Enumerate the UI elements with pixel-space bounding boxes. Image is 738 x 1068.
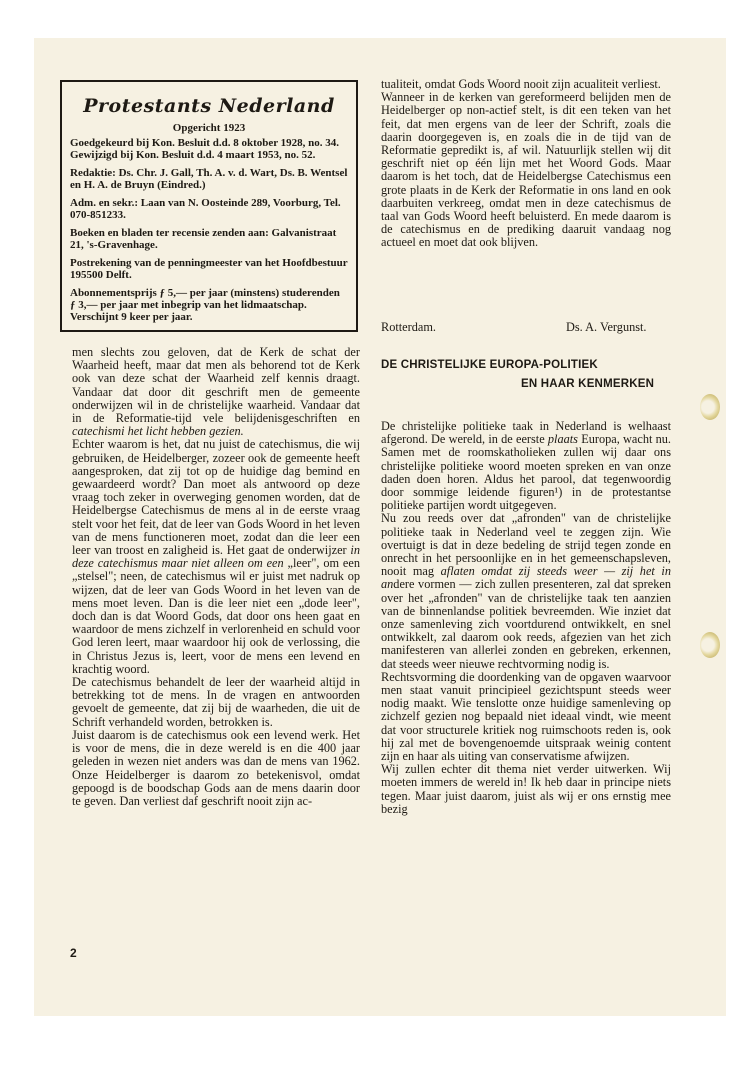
text-run: Europa, wacht nu. Samen met de roomskatholieken zullen wij daar ons christelijke politieke woord moeten spreken en van onze daden doen horen. Aldus het parool, dat tegenwoordig door sommige leidende figuren¹) in de protestantse politieke partijen wordt uitgegeven. xyxy=(381,432,671,513)
paragraph xyxy=(381,420,671,512)
text-run: „leer", om een „stelsel"; neen, de catechismus wil er juist met nadruk op wijzen, dat de leer van Gods Woord in het leven van de mens moet leven. Dan is die leer niet een „dode leer", doch dan is dat Woord Gods, dat door ons heen gaat en waardoor de mens zichzelf in verlorenheid en schuld voor God leren leert, maar waardoor hij ook de verlossing, die in Christus Jezus is, leert, voor de mens een levend en krachtig woord. xyxy=(72,556,360,676)
paragraph xyxy=(72,438,360,676)
masthead-administration: Adm. en sekr.: Laan van N. Oosteinde 289, Voorburg, Tel. 070-851233. xyxy=(70,197,341,221)
left-column xyxy=(72,346,360,808)
punch-hole-middle xyxy=(700,632,720,658)
paragraph xyxy=(72,346,360,438)
paragraph: Wij zullen echter dit thema niet verder uitwerken. Wij moeten immers de wereld in! Ik heb daar in principe niets tegen. Maar juist daarom, juist als wij er ons ernstig mee bezig xyxy=(381,762,671,816)
text-run: dere vormen — zich zullen presenteren, zal dat spreken over het „afronden" van de christelijke taak ten aanzien van de binnenlandse politiek bevreemden. Wie inziet dat onze samenleving zich voortdurend ontwikkelt, en snel ontwikkelt, zal daarom ook reeds, afgezien van het zich manifesteren van allerlei zonden en gebreken, erkennen, dat steeds weer nieuwe rechtvorming nodig is. xyxy=(381,577,671,671)
text-run: Echter waarom is het, dat nu juist de catechismus, die wij gebruiken, de Heidelberger, zozeer ook de gemeente heeft aangesproken, dat zij tot op de huidige dag bemind en gewaardeerd wordt? Dan moet als antwoord op deze vraag toch zeker in overweging genomen worden, dat de Heidelbergse Catechismus de mens al in de eerste vraag stelt voor het feit, dat de leer van Gods Woord in het leven van de mens functioneren moet, zodat dan die leer een leer van troost en zaligheid is. Het gaat de onderwijzer xyxy=(72,437,360,558)
right-column-top xyxy=(381,78,671,250)
paragraph: Rechtsvorming die doordenking van de opgaven waarvoor men staat vanuit principieel gezichtspunt steeds weer nodig maakt. Wie tenslotte onze huidige samenleving op zichzelf gezien nog bepaald niet ideaal vindt, wie meent dat voor structurele kritiek nog ruimschoots reden is, ook hij zal met de bovengenoemde uitspraak weinig content zijn en haar als uiting van conservatisme afwijzen. xyxy=(381,669,671,764)
masthead-box xyxy=(60,80,358,332)
masthead-review-address: Boeken en bladen ter recensie zenden aan: Galvanistraat 21, 's-Gravenhage. xyxy=(70,227,337,251)
masthead-giro: Postrekening van de penningmeester van het Hoofdbestuur 195500 Delft. xyxy=(70,257,348,281)
masthead-title: Protestants Nederland xyxy=(83,95,335,117)
place: Rotterdam. xyxy=(381,320,436,334)
text-run-italic: catechismi het licht hebben gezien. xyxy=(72,424,244,439)
page-number: 2 xyxy=(70,946,77,960)
masthead-subscription: Abonnementsprijs ƒ 5,— per jaar (minstens) studerenden ƒ 3,— per jaar met inbegrip van het lidmaatschap. Verschijnt 9 keer per jaar. xyxy=(70,287,340,323)
text-run-italic: plaats xyxy=(547,432,578,447)
text-run: Nu zou reeds over dat „afronden" van de christelijke politieke taak in Nederland veel te zeggen zijn. Wie overtuigt is dat in deze bedeling de strijd tegen zonde en onrecht in het persoonlijke en in het gemeenschapsleven, nooit mag xyxy=(381,511,671,579)
author: Ds. A. Vergunst. xyxy=(566,320,647,334)
section-subheading: EN HAAR KENMERKEN xyxy=(521,378,655,390)
text-run: De christelijke politieke taak in Nederland is welhaast afgerond. De wereld, in de eerste xyxy=(381,419,671,447)
text-run-italic: in deze catechismus maar niet alleen om een xyxy=(72,543,360,571)
paragraph: De catechismus behandelt de leer der waarheid altijd in betrekking tot de mens. In de vragen en antwoorden gevoelt de gemeente, dat zij bij de waarheden, die uit de Schrift verhandeld worden, betrokken is. xyxy=(72,675,360,729)
right-column-article xyxy=(381,420,671,816)
masthead-approval: Goedgekeurd bij Kon. Besluit d.d. 8 oktober 1928, no. 34. Gewijzigd bij Kon. Besluit d.d. 4 maart 1953, no. 52. xyxy=(70,137,340,161)
text-run: men slechts zou geloven, dat de Kerk de schat der Waarheid heeft, maar dat men als behorend tot de Kerk ook van deze schat der Waarheid zelf kennis draagt. Vandaar dat door dit geschrift men de gemeente onderwijzen wil in de christelijke waarheid. Vandaar dat in de Reformatie-tijd vele belijdenisgeschriften en xyxy=(72,345,360,426)
masthead-founded: Opgericht 1923 xyxy=(172,122,246,134)
paragraph: Juist daarom is de catechismus ook een levend werk. Het is voor de mens, die in deze wereld is en die 400 jaar geleden in wezen niet anders was dan de mens van 1962. Onze Heidelberger is daarom zo betekenisvol, omdat gepoogd is de boodschap Gods aan de mens daarin door te geven. Dan verliest daf geschrift nooit zijn ac- xyxy=(72,727,360,808)
punch-hole-top xyxy=(700,394,720,420)
paragraph: tualiteit, omdat Gods Woord nooit zijn acualiteit verliest. xyxy=(381,77,661,91)
masthead-editors: Redaktie: Ds. Chr. J. Gall, Th. A. v. d. Wart, Ds. B. Wentsel en H. A. de Bruyn (Eindred.) xyxy=(70,167,348,191)
section-heading: DE CHRISTELIJKE EUROPA-POLITIEK xyxy=(381,359,598,371)
paragraph: Wanneer in de kerken van gereformeerd belijden men de Heidelberger op non-actief stelt, is dit een teken van het feit, dat men ergens van de leer der Schrift, zoals die daarin doorgegeven is, en zoals die in de tijd van de Reformatie gepredikt is, af wil. Natuurlijk stellen wij dit geschrift niet op één lijn met het Woord Gods. Maar daarom is het toch, dat de Heidelbergse Catechismus een grote plaats in de Kerk der Reformatie in ons land en ook daarbuiten verkreeg, omdat men in deze catechismus de taal van Gods Woord heeft beluisterd. En mede daarom is de catechismus en de prediking daaruit vandaag nog actueel en moet dat ook blijven. xyxy=(381,90,671,250)
paragraph xyxy=(381,512,671,670)
text-run-italic: aflaten omdat zij steeds weer — zij het in an xyxy=(381,564,671,592)
